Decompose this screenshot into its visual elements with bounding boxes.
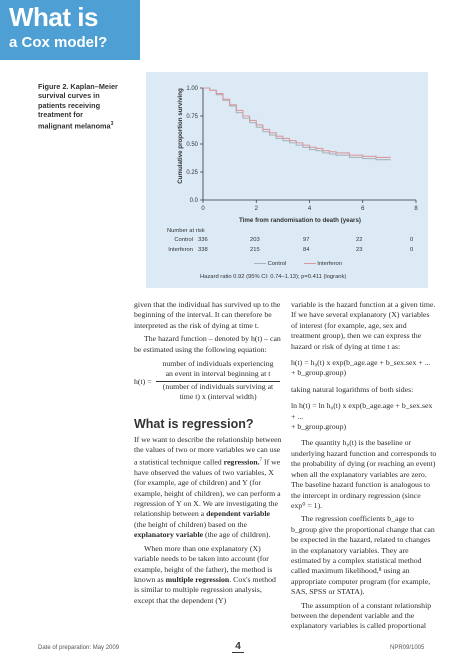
footer-code: NPR09/1005 xyxy=(390,645,425,651)
caption-line: patients receiving xyxy=(38,100,101,110)
equation-denominator: (number of individuals surviving at xyxy=(162,381,274,391)
risk-cell: 84 xyxy=(303,247,310,253)
equation xyxy=(291,401,437,432)
text-run: When more than one explanatory (X) variable needs to be taken into account (for example, height of the father), the method is known as xyxy=(134,543,273,584)
equation-numerator: number of individuals experiencing xyxy=(162,359,274,369)
page-number: 4 xyxy=(232,641,244,653)
hazard-equation xyxy=(134,359,282,411)
equation-line: ln h(t) = ln h₀(t) x exp(b_age.age + b_sex.sex + ... xyxy=(291,401,433,421)
paragraph: The regression coefficients b_age to b_group give the proportional change that can be expected in the hazard, related to changes in the explanatory variables. They are estimated by a complex statistical method called maximum likelihood,⁸ using an appropriate computer program (for example, SAS, SPSS or STATA). xyxy=(291,514,435,597)
chart-legend xyxy=(254,261,342,267)
risk-cell: 0 xyxy=(410,237,414,243)
x-tick-label: 2 xyxy=(254,206,258,212)
section-heading: What is regression? xyxy=(134,417,254,432)
paragraph xyxy=(134,435,282,541)
risk-cell: 22 xyxy=(356,237,363,243)
equation-line: + b_group.group) xyxy=(291,422,347,432)
left-column xyxy=(134,300,282,609)
ref-number: 7 xyxy=(259,457,263,463)
risk-cell: 203 xyxy=(250,237,260,243)
x-tick-label: 6 xyxy=(361,206,365,212)
footer-date: Date of preparation: May 2009 xyxy=(38,645,120,651)
x-axis-label: Time from randomisation to death (years) xyxy=(239,217,361,224)
caption-line: survival curves in xyxy=(38,91,100,101)
y-tick-label: 0.75 xyxy=(186,114,198,120)
title-line1: What is xyxy=(9,2,98,32)
paragraph: given that the individual has survived up to the beginning of the interval. It can therefore be interpreted as the risk of dying at time t. xyxy=(134,300,281,330)
x-tick-label: 8 xyxy=(414,206,418,212)
risk-table-header: Number at risk xyxy=(167,228,205,234)
legend-swatch-interferon xyxy=(304,263,316,264)
risk-cell: 338 xyxy=(198,247,208,253)
caption-ref: 3 xyxy=(110,120,114,127)
y-tick-label: 0.25 xyxy=(186,170,198,176)
equation-line: h(t) = h₀(t) x exp(b_age.age + b_sex.sex + ... xyxy=(291,358,431,368)
text-run: If we want to describe the relationship between the values of two or more variables we can use a statistical technique called xyxy=(134,435,282,467)
y-tick-label: 1.00 xyxy=(186,86,198,92)
y-tick-label: 0.50 xyxy=(186,142,198,148)
series-line-interferon xyxy=(203,88,391,157)
equation-numerator: an event in interval beginning at t xyxy=(165,369,271,379)
bold-term: explanatory variable xyxy=(134,530,204,540)
legend-label-control: Control xyxy=(267,261,287,267)
risk-row-label: Interferon xyxy=(168,247,193,253)
paragraph: variable is the hazard function at a given time. If we have several explanatory (X) variables of interest (for example, age, sex and treatment group), then we can express the hazard or risk of dying at time t as: xyxy=(291,300,436,351)
equation-line: + b_group.group) xyxy=(291,368,347,378)
text-run: (the height of children) based on the xyxy=(134,519,248,529)
right-column xyxy=(291,300,437,635)
tick-layer xyxy=(186,86,418,212)
risk-cell: 215 xyxy=(250,247,260,253)
x-tick-label: 4 xyxy=(307,206,312,212)
equation-lhs: h(t) = xyxy=(134,377,152,387)
text-run: If we have observed the values of two variables, X (for example, age of children) and Y (for example, height of children), we can perform a regression of Y on X. We are investigating the relationship between a xyxy=(134,457,281,519)
caption-text: malignant melanoma xyxy=(38,121,111,131)
paragraph: The hazard function – denoted by h(t) – can be estimated using the following equation: xyxy=(134,334,281,354)
title-line2: a Cox model? xyxy=(9,34,108,51)
y-tick-label: 0.0 xyxy=(189,198,198,204)
bold-term: dependent variable xyxy=(206,509,271,519)
km-survival-chart xyxy=(0,0,474,290)
bold-term: multiple regression xyxy=(165,574,230,584)
paragraph: taking natural logarithms of both sides: xyxy=(291,384,414,394)
text-run: (the age of children). xyxy=(203,530,271,540)
legend-label-interferon: Interferon xyxy=(317,261,342,267)
risk-cell: 97 xyxy=(303,237,310,243)
y-axis-label: Cumulative proportion surviving xyxy=(177,88,184,184)
legend-swatch-control xyxy=(254,263,266,264)
paragraph: The quantity h₀(t) is the baseline or underlying hazard function and corresponds to the probability of dying (or reaching an event) when all the explanatory variables are zero. The baseline hazard function is analogous to the intercept in ordinary regression (since exp⁰ = 1). xyxy=(291,438,437,510)
series-line-control xyxy=(203,88,391,160)
risk-row-label: Control xyxy=(174,237,193,243)
caption-line: treatment for xyxy=(38,110,84,120)
equation-denominator: time t) x (interval width) xyxy=(179,392,257,402)
risk-cell: 336 xyxy=(198,237,208,243)
x-tick-label: 0 xyxy=(201,206,205,212)
equation xyxy=(291,358,437,379)
bold-term: regression. xyxy=(223,457,260,467)
risk-cell: 23 xyxy=(356,247,363,253)
caption-line: Figure 2. Kaplan–Meier xyxy=(38,82,118,91)
paragraph xyxy=(134,544,282,606)
text-run: . Cox's method is similar to multiple regression analysis, except that the dependent (Y) xyxy=(134,574,276,605)
risk-cell: 0 xyxy=(410,247,414,253)
paragraph: The assumption of a constant relationship between the dependent variable and the explanatory variables is called proportional xyxy=(291,600,432,631)
series-layer xyxy=(203,88,391,160)
hazard-ratio-text: Hazard ratio 0.92 (95% CI: 0.74–1.13); p=0.411 (logrank) xyxy=(200,274,347,280)
